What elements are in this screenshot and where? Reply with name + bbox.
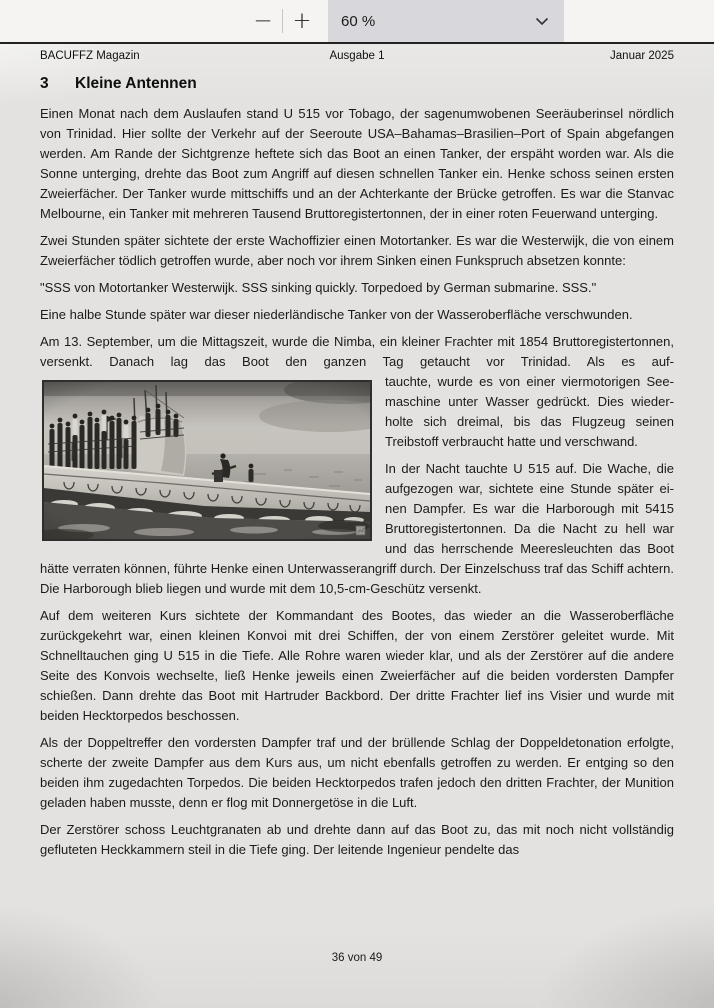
paragraph-3-radio-quote: "SSS von Motortanker Westerwijk. SSS sinking quickly. Torpedoed by German submarine. SSS." xyxy=(40,280,597,295)
zoom-toolbar xyxy=(0,0,714,42)
chevron-down-icon xyxy=(535,13,549,30)
paragraph-7: Auf dem weiteren Kurs sichtete der Kommandant des Bootes, das wieder an die Wasseroberfläche zurückgekehrt war, einen kleinen Konvoi mit drei Schiffen, der von einem Zerstörer geleitet wurde. Mit Schnelltauchen ging U 515 in die Tiefe. Alle Rohre waren wieder klar, und als der Zerstörer auf die andere Seite des Konvois wechselte, ließ Henke jeweils einen Zweierfächer auf die beiden vordersten Dampfer schießen. Dann drehte das Boot mit Hartruder Backbord. Der dritte Frachter lief ins Visier und wurde mit beiden Hecktorpedos beschossen. xyxy=(40,608,674,723)
page-number-indicator: 36 von 49 xyxy=(331,952,383,964)
header-magazine-title: BACUFFZ Magazin xyxy=(40,50,140,62)
zoom-out-button[interactable]: − xyxy=(244,0,282,42)
paragraph-4: Eine halbe Stunde später war dieser niederländische Tanker von der Wasseroberfläche verschwunden. xyxy=(40,307,633,322)
paragraph-6: In der Nacht tauchte U 515 auf. Die Wache, die aufgezogen war, sichtete eine Stunde später einen Dampfer. Es war die Harborough mit 5415 Bruttoregistertonnen. Da die Nacht zu hell war und das herrschende Meeresleuchten das Boot hätte verraten können, führte Henke einen Unterwasserangriff durch. Der Einzelschuss traf das Schiff achtern. Die Harborough blieb liegen und wurde mit dem 10,5-cm-Geschütz versenkt. xyxy=(40,461,674,596)
paragraph-5-continuation: tauchte, wurde es von einer viermotorigen Seemaschine unter Wasser gedrückt. Dies wiederholte sich dreimal, bis das Flugzeug seinen Treibstoff verbraucht hatte und verschwand. xyxy=(385,374,674,449)
paragraph-9: Der Zerstörer schoss Leuchtgranaten ab und drehte dann auf das Boot zu, das mit noch nicht vollständig gefluteten Heckkammern steil in die Tiefe ging. Der leitende Ingenieur pendelte das xyxy=(40,822,674,857)
chapter-number: 3 xyxy=(40,75,49,92)
header-date: Januar 2025 xyxy=(610,50,674,62)
chapter-heading xyxy=(40,75,674,93)
chapter-title: Kleine Antennen xyxy=(75,75,197,92)
toolbar-spacer xyxy=(0,0,244,42)
paragraph-8: Als der Doppeltreffer den vordersten Dampfer traf und der brüllende Schlag der Doppeldetonation erfolgte, scherte der zweite Dampfer aus dem Kurs aus, um nicht ebenfalls getroffen zu werden. Er entging so den beiden ihm zugedachten Torpedos. Die beiden Hecktorpedos trafen jedoch den dritten Frachter, der Munition geladen haben musste, denn er flog mit Donnergetöse in die Luft. xyxy=(40,735,674,810)
uboat-photo-illustration xyxy=(44,382,370,539)
header-issue: Ausgabe 1 xyxy=(329,50,385,62)
uboat-photo xyxy=(42,380,372,541)
zoom-level-value: 60 % xyxy=(341,12,376,30)
paragraph-2: Zwei Stunden später sichtete der erste Wachoffizier einen Motortanker. Es war die Westerwijk, die von einem Zweierfächer tödlich getroffen wurde, aber noch vor ihrem Sinken einen Funkspruch absetzen konnte: xyxy=(40,233,674,268)
photo-text-wrap xyxy=(40,372,674,599)
paragraph-1: Einen Monat nach dem Auslaufen stand U 515 vor Tobago, der sagenumwobenen Seeräuberinsel nördlich von Trinidad. Hier sollte der Verkehr auf der Seeroute USA–Bahamas–Brasilien–Port of Spain abgefangen werden. Am Rande der Sichtgrenze heftete sich das Boot an einen Tanker, der erspäht worden war. Als die Sonne unterging, drehte das Boot zum Angriff auf diesen schnellen Tanker ein. Henke schoss seinen ersten Zweierfächer. Der Tanker wurde mittschiffs und an der Achterkante der Brücke getroffen. Es war die Stanvac Melbourne, ein Tanker mit mehreren Tausend Bruttoregistertonnen, der in einer roten Feuerwand unterging. xyxy=(40,106,674,221)
paragraph-5-intro: Am 13. September, um die Mittagszeit, wurde die Nimba, ein kleiner Frachter mit 1854 Bruttoregistertonnen, versenkt. Danach lag das Boot den ganzen Tag getaucht vor Trinidad. Als es auf- xyxy=(40,334,674,369)
zoom-level-dropdown[interactable] xyxy=(328,0,564,42)
document-page xyxy=(0,44,714,1008)
page-running-header xyxy=(40,44,674,64)
zoom-in-button[interactable]: + xyxy=(283,0,321,42)
